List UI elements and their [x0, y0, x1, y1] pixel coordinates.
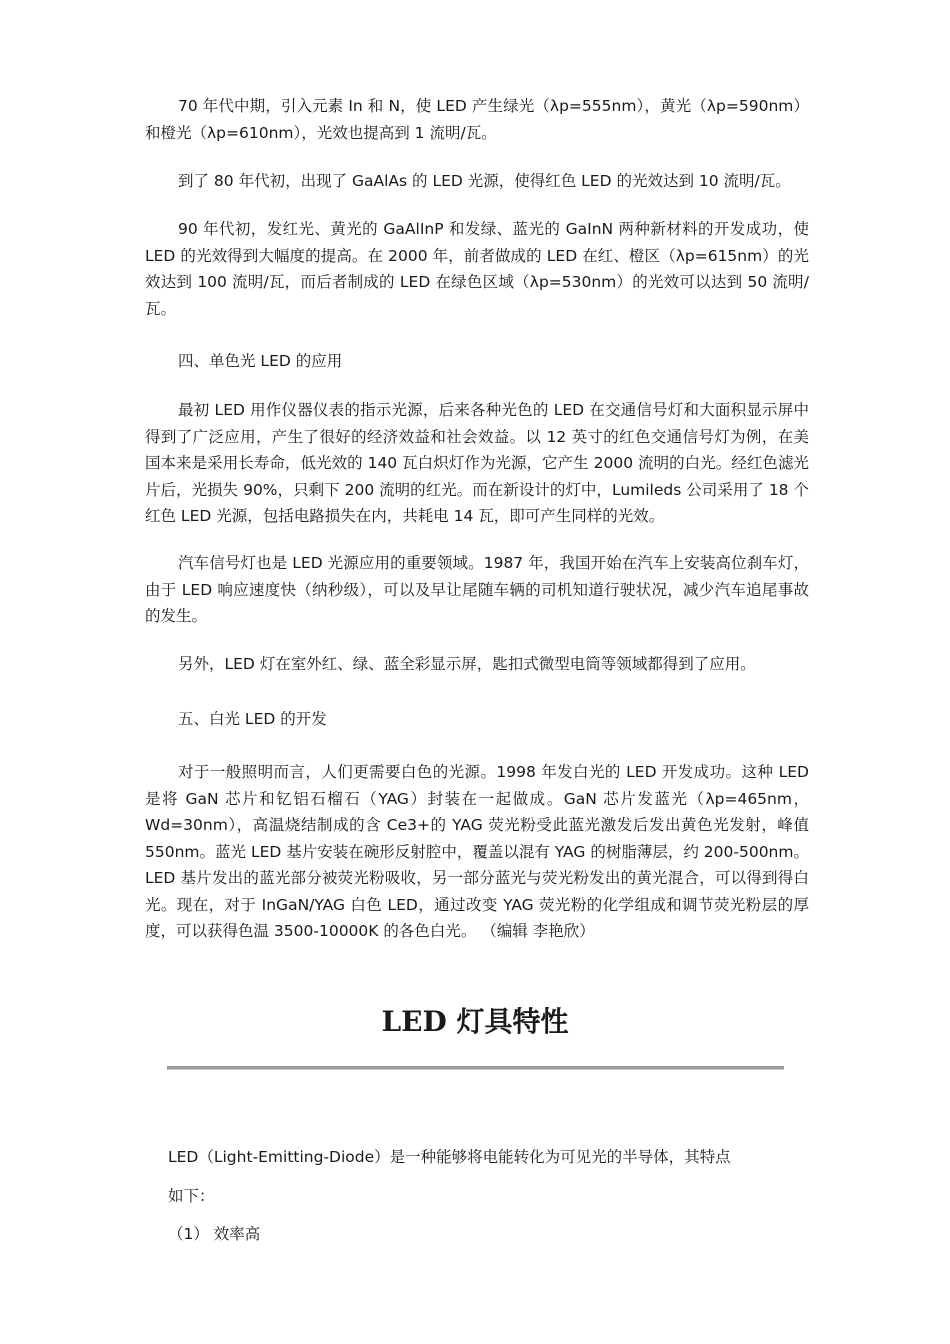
title-divider: [167, 1066, 784, 1070]
paragraph-car-lights: 汽车信号灯也是 LED 光源应用的重要领域。1987 年，我国开始在汽车上安装高位刹车灯，由于 LED 响应速度快（纳秒级），可以及早让尾随车辆的司机知道行驶状况，减少汽车追尾事故的发生。: [145, 554, 809, 625]
paragraph-traffic-lights: 最初 LED 用作仪器仪表的指示光源，后来各种光色的 LED 在交通信号灯和大面积显示屏中得到了广泛应用，产生了很好的经济效益和社会效益。以 12 英寸的红色交通信号灯为例，在美国本来是采用长寿命，低光效的 140 瓦白炽灯作为光源，它产生 2000 流明的白光。经红色滤光片后，光损失 90%，只剩下 200 流明的红光。而在新设计的灯中，Lumileds 公司采用了 18 个红色 LED 光源，包括电路损失在内，共耗电 14 瓦，即可产生同样的光效。: [145, 401, 809, 525]
intro-line-continued: 如下：: [168, 1187, 215, 1205]
paragraph-70s: 70 年代中期，引入元素 In 和 N，使 LED 产生绿光（λp=555nm），黄光（λp=590nm）和橙光（λp=610nm），光效也提高到 1 流明/瓦。: [145, 97, 809, 142]
heading-monochrome-led-application: 四、单色光 LED 的应用: [178, 352, 343, 370]
intro-line: LED（Light-Emitting-Diode）是一种能够将电能转化为可见光的半导体，其特点: [168, 1148, 731, 1166]
paragraph-90s: 90 年代初，发红光、黄光的 GaAlInP 和发绿、蓝光的 GaInN 两种新材料的开发成功，使 LED 的光效得到大幅度的提高。在 2000 年，前者做成的 LED 在红、橙区（λp=615nm）的光效达到 100 流明/瓦，而后者制成的 LED 在绿色区域（λp=530nm）的光效可以达到 50 流明/瓦。: [145, 220, 809, 318]
paragraph-80s: 到了 80 年代初，出现了 GaAlAs 的 LED 光源，使得红色 LED 的光效达到 10 流明/瓦。: [178, 172, 791, 190]
section-title: LED 灯具特性: [381, 1005, 569, 1038]
paragraph-white-led: 对于一般照明而言，人们更需要白色的光源。1998 年发白光的 LED 开发成功。这种 LED 是将 GaN 芯片和钇铝石榴石（YAG）封装在一起做成。GaN 芯片发蓝光（λp=465nm，Wd=30nm），高温烧结制成的含 Ce3+的 YAG 荧光粉受此蓝光激发后发出黄色光发射，峰值 550nm。蓝光 LED 基片安装在碗形反射腔中，覆盖以混有 YAG 的树脂薄层，约 200-500nm。 LED 基片发出的蓝光部分被荧光粉吸收，另一部分蓝光与荧光粉发出的黄光混合，可以得到得白光。现在，对于 InGaN/YAG 白色 LED，通过改变 YAG 荧光粉的化学组成和调节荧光粉层的厚度，可以获得色温 3500-10000K 的各色白光。 （编辑 李艳欣）: [145, 763, 809, 940]
paragraph-other-applications: 另外，LED 灯在室外红、绿、蓝全彩显示屏，匙扣式微型电筒等领域都得到了应用。: [178, 655, 756, 673]
heading-white-led-development: 五、白光 LED 的开发: [178, 710, 327, 728]
list-item-efficiency: （1） 效率高: [168, 1225, 261, 1243]
